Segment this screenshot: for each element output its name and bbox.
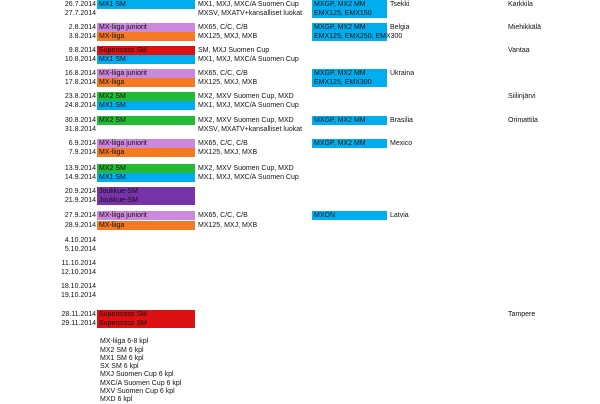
summary-line: MX1 SM 6 kpl [100,355,144,362]
summary-line: MXV Suomen Cup 6 kpl [100,388,175,395]
world-championship-cell: MXON [312,211,387,220]
venue-cell [508,187,588,196]
world-championship-cell [312,55,387,64]
classes-cell [198,282,310,291]
classes-cell: MX1, MXJ, MXC/A Suomen Cup [198,102,299,109]
table-row [0,236,600,245]
series-cell: MX2 SM [97,164,195,173]
series-cell: MX2 SM [97,92,195,101]
country-cell [390,9,450,18]
classes-cell [198,310,310,319]
date-cell: 4.10.2014 [64,237,96,244]
summary-line: MXD 6 kpl [100,396,133,403]
world-championship-cell [312,282,387,291]
table-row [0,310,600,319]
classes-cell: MX125, MXJ, MXB [198,149,258,156]
classes-cell: MX2, MXV Suomen Cup, MXD [198,93,294,100]
date-cell: 23.8.2014 [64,93,96,100]
country-cell [390,282,450,291]
world-championship-cell: MXGP, MX2 MM [312,116,387,125]
date-cell: 17.8.2014 [64,79,96,86]
table-row [0,164,600,173]
summary-line: MXC/A Suomen Cup 6 kpl [100,380,182,387]
date-cell: 7.9.2014 [68,149,96,156]
date-cell: 31.8.2014 [64,126,96,133]
date-cell: 3.8.2014 [68,33,96,40]
country-cell [390,319,450,328]
classes-cell: MX125, MXJ, MXB [198,33,258,40]
venue-cell: Orimattila [508,117,538,124]
world-championship-cell [312,245,387,254]
series-cell [97,291,195,300]
country-cell: Brasilia [390,117,413,124]
classes-cell: MX65, C/C, C/B [198,140,248,147]
series-cell: MX-liiga [97,221,195,230]
series-cell: MX-liiga [97,78,195,87]
classes-cell: MX125, MXJ, MXB [198,79,258,86]
world-championship-cell [312,92,387,101]
table-row [0,9,600,18]
classes-cell [198,187,310,196]
classes-cell [198,196,310,205]
classes-cell: MX125, MXJ, MXB [198,222,258,229]
table-row [0,196,600,205]
summary-line: MX2 SM 6 kpl [100,347,144,354]
date-cell: 5.10.2014 [64,246,96,253]
table-row [0,282,600,291]
table-row [0,46,600,55]
country-cell [390,236,450,245]
date-cell: 19.10.2014 [60,292,96,299]
date-cell: 6.9.2014 [68,140,96,147]
country-cell [390,46,450,55]
series-cell: MX-liiga juniorit [97,211,195,220]
series-cell: MX2 SM [97,116,195,125]
world-championship-cell [312,187,387,196]
country-cell [390,245,450,254]
world-championship-cell [312,236,387,245]
country-cell [390,259,450,268]
country-cell [390,78,450,87]
classes-cell: MXSV, MXATV+kansalliset luokat [198,126,303,133]
venue-cell: Vantaa [508,47,530,54]
classes-cell [198,259,310,268]
venue-cell [508,101,588,110]
world-championship-cell [312,221,387,230]
country-cell [390,92,450,101]
world-championship-cell [312,164,387,173]
venue-cell [508,282,588,291]
table-row [0,268,600,277]
world-championship-cell [312,310,387,319]
classes-cell [198,236,310,245]
venue-cell: Tampere [508,311,536,318]
world-championship-cell [312,148,387,157]
world-championship-cell [312,319,387,328]
classes-cell: SM, MXJ Suomen Cup [198,47,270,54]
table-row [0,259,600,268]
venue-cell [508,319,588,328]
date-cell: 28.9.2014 [64,222,96,229]
date-cell: 28.11.2014 [61,311,96,318]
country-cell [390,173,450,182]
series-cell: Joukkue-SM [97,187,195,196]
table-row [0,319,600,328]
date-cell: 26.7.2014 [64,1,96,8]
date-cell: 10.8.2014 [64,56,96,63]
world-championship-cell: MXGP, MX2 MM [312,69,387,78]
table-row [0,101,600,110]
series-cell [97,282,195,291]
venue-cell: Karkkila [508,1,533,8]
venue-cell [508,291,588,300]
table-row [0,173,600,182]
classes-cell: MX1, MXJ, MXC/A Suomen Cup [198,56,299,63]
world-championship-cell [312,268,387,277]
series-cell [97,125,195,134]
venue-cell [508,69,588,78]
country-cell [390,268,450,277]
table-row [0,78,600,87]
world-championship-cell: EMX125, EMX300 [312,78,387,87]
classes-cell: MX2, MXV Suomen Cup, MXD [198,165,294,172]
date-cell: 27.9.2014 [64,212,96,219]
table-row [0,291,600,300]
country-cell: Mexico [390,140,413,147]
country-cell [390,291,450,300]
venue-cell [508,78,588,87]
series-cell: MX1 SM [97,173,195,182]
series-cell: Supercross SM [97,319,195,328]
series-cell [97,9,195,18]
table-row [0,221,600,230]
venue-cell [508,211,588,220]
series-cell: MX1 SM [97,55,195,64]
summary-line: SX SM 6 kpl [100,363,139,370]
table-row [0,211,600,220]
venue-cell [508,196,588,205]
country-cell: Belgia [390,24,410,31]
country-cell [390,32,450,41]
world-championship-cell [312,125,387,134]
world-championship-cell: EMX125, EMX250, EMX300 [314,33,403,40]
country-cell [390,164,450,173]
series-cell: MX-liiga [97,148,195,157]
country-cell [390,148,450,157]
classes-cell: MX65, C/C, C/B [198,212,248,219]
classes-cell: MX65, C/C, C/B [198,70,248,77]
table-row [0,32,600,41]
series-cell [97,259,195,268]
world-championship-cell [312,101,387,110]
country-cell [390,101,450,110]
world-championship-cell [312,291,387,300]
table-row [0,0,600,9]
table-row [0,245,600,254]
date-cell: 2.8.2014 [68,24,96,31]
table-row [0,23,600,32]
venue-cell [508,32,588,41]
venue-cell [508,173,588,182]
table-row [0,92,600,101]
world-championship-cell: EMX125, EMX150 [312,9,387,18]
date-cell: 16.8.2014 [64,70,96,77]
series-cell: MX1 SM [97,0,195,9]
date-cell: 24.8.2014 [64,102,96,109]
date-cell: 20.9.2014 [64,188,96,195]
classes-cell: MX2, MXV Suomen Cup, MXD [198,117,294,124]
country-cell [390,55,450,64]
series-cell: Joukkue-SM [97,196,195,205]
series-cell: MX-liiga juniorit [97,23,195,32]
world-championship-cell: MXGP, MX2 MM [312,139,387,148]
date-cell: 13.9.2014 [64,165,96,172]
table-row [0,125,600,134]
venue-cell [508,9,588,18]
classes-cell [198,245,310,254]
series-cell: MX-liiga juniorit [97,69,195,78]
date-cell: 11.10.2014 [61,260,96,267]
series-cell: MX1 SM [97,101,195,110]
series-cell: Supercross SM [97,46,195,55]
world-championship-cell [312,196,387,205]
series-cell: MX-liiga [97,32,195,41]
world-championship-cell: MXGP, MX2 MM [312,0,387,9]
classes-cell: MX65, C/C, C/B [198,24,248,31]
venue-cell [508,259,588,268]
venue-cell: Siilinjärvi [508,93,536,100]
summary-line: MX-liiga 6-8 kpl [100,338,149,345]
world-championship-cell [312,46,387,55]
venue-cell [508,139,588,148]
country-cell: Ukraina [390,70,415,77]
country-cell [390,196,450,205]
date-cell: 18.10.2014 [60,283,96,290]
classes-cell [198,268,310,277]
classes-cell [198,291,310,300]
classes-cell: MXSV, MXATV+kansalliset luokat [198,10,303,17]
summary-line: MXJ Suomen Cup 6 kpl [100,371,174,378]
date-cell: 12.10.2014 [60,269,96,276]
venue-cell [508,125,588,134]
venue-cell [508,55,588,64]
table-row [0,148,600,157]
world-championship-cell [312,173,387,182]
series-cell: Supercross SM [97,310,195,319]
table-row [0,187,600,196]
table-row [0,55,600,64]
date-cell: 9.8.2014 [68,47,96,54]
series-cell [97,268,195,277]
venue-cell [508,221,588,230]
country-cell [390,125,450,134]
country-cell [390,187,450,196]
venue-cell [508,245,588,254]
table-row [0,116,600,125]
world-championship-cell [312,259,387,268]
venue-cell [508,164,588,173]
table-row [0,69,600,78]
world-championship-cell: MXGP, MX2 MM [312,23,387,32]
date-cell: 14.9.2014 [64,174,96,181]
classes-cell: MX1, MXJ, MXC/A Suomen Cup [198,174,299,181]
date-cell: 21.9.2014 [64,197,96,204]
classes-cell [198,319,310,328]
series-cell [97,236,195,245]
venue-cell [508,268,588,277]
venue-cell [508,148,588,157]
date-cell: 27.7.2014 [64,10,96,17]
series-cell: MX-liiga juniorit [97,139,195,148]
country-cell [390,221,450,230]
venue-cell [508,236,588,245]
classes-cell: MX1, MXJ, MXC/A Suomen Cup [198,1,299,8]
country-cell: Tsekki [390,1,410,8]
venue-cell: Miehikkälä [508,24,542,31]
date-cell: 29.11.2014 [61,320,96,327]
series-cell [97,245,195,254]
table-row [0,139,600,148]
date-cell: 30.8.2014 [64,117,96,124]
country-cell: Latvia [390,212,409,219]
country-cell [390,310,450,319]
